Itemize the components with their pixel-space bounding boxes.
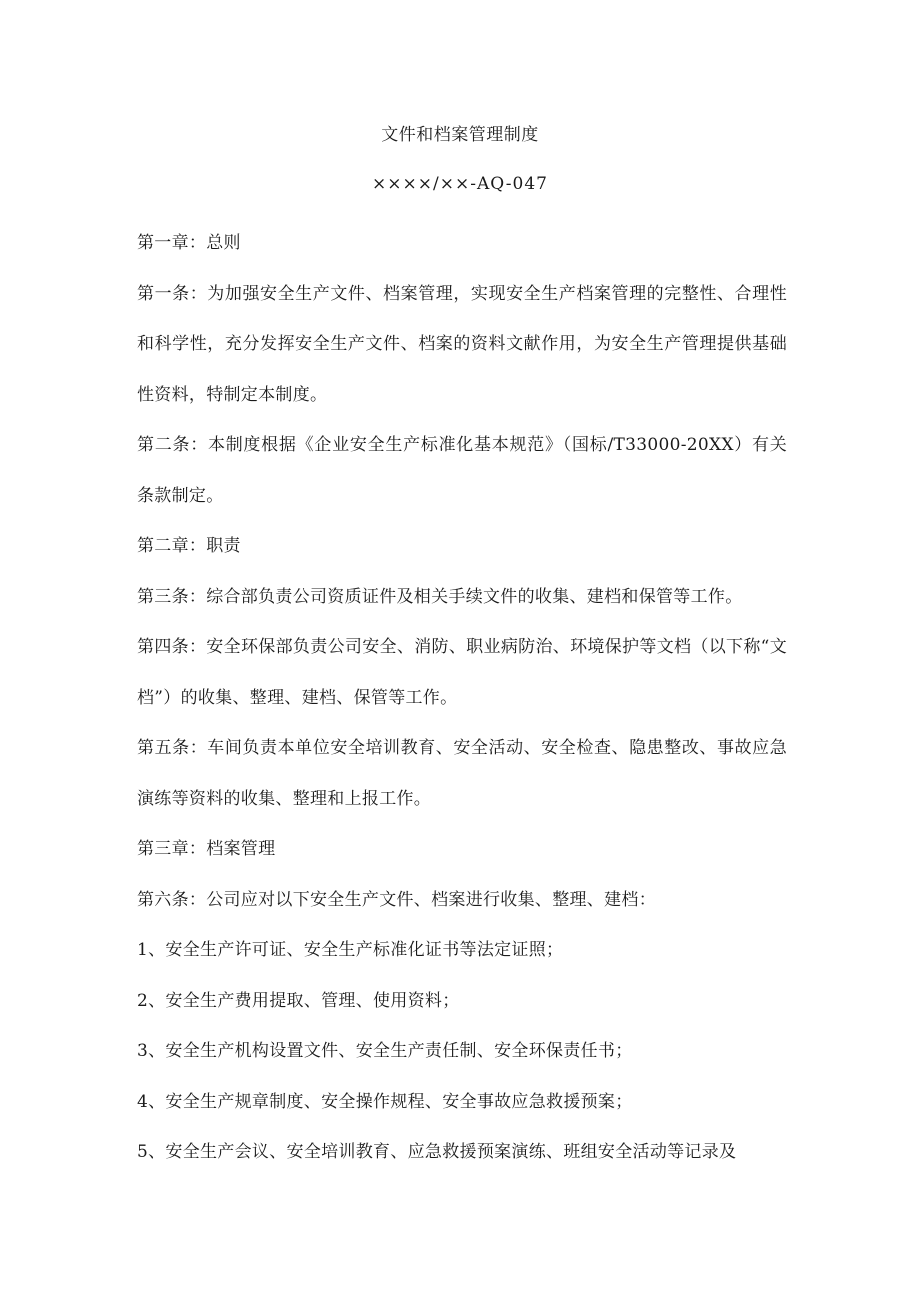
chapter-3-heading: 第三章：档案管理 xyxy=(137,839,276,859)
list-item-1: 1、安全生产许可证、安全生产标准化证书等法定证照； xyxy=(137,940,564,960)
chapter-2-heading: 第二章：职责 xyxy=(137,536,241,556)
chapter-1-heading: 第一章：总则 xyxy=(137,233,241,253)
list-item-4: 4、安全生产规章制度、安全操作规程、安全事故应急救援预案； xyxy=(137,1091,633,1112)
article-6: 第六条：公司应对以下安全生产文件、档案进行收集、整理、建档： xyxy=(137,889,656,910)
article-5: 第五条：车间负责本单位安全培训教育、安全活动、安全检查、隐患整改、事故应急演练等资料的收集、整理和上报工作。 xyxy=(137,738,787,809)
article-4: 第四条：安全环保部负责公司安全、消防、职业病防治、环境保护等文档（以下称“文档”）的收集、整理、建档、保管等工作。 xyxy=(137,637,787,708)
document-body xyxy=(137,218,787,1178)
list-item-2: 2、安全生产费用提取、管理、使用资料； xyxy=(137,990,460,1011)
list-item-3: 3、安全生产机构设置文件、安全生产责任制、安全环保责任书； xyxy=(137,1041,633,1061)
document-code: ××××/××-AQ-047 xyxy=(372,174,548,194)
document-title: 文件和档案管理制度 xyxy=(381,125,539,145)
article-3: 第三条：综合部负责公司资质证件及相关手续文件的收集、建档和保管等工作。 xyxy=(137,586,743,607)
list-item-5: 5、安全生产会议、安全培训教育、应急救援预案演练、班组安全活动等记录及 xyxy=(137,1142,737,1162)
article-1: 第一条：为加强安全生产文件、档案管理，实现安全生产档案管理的完整性、合理性和科学性，充分发挥安全生产文件、档案的资料文献作用，为安全生产管理提供基础性资料，特制定本制度。 xyxy=(137,283,787,405)
article-2: 第二条：本制度根据《企业安全生产标准化基本规范》（国标/T33000-20XX）有关条款制定。 xyxy=(137,435,787,506)
